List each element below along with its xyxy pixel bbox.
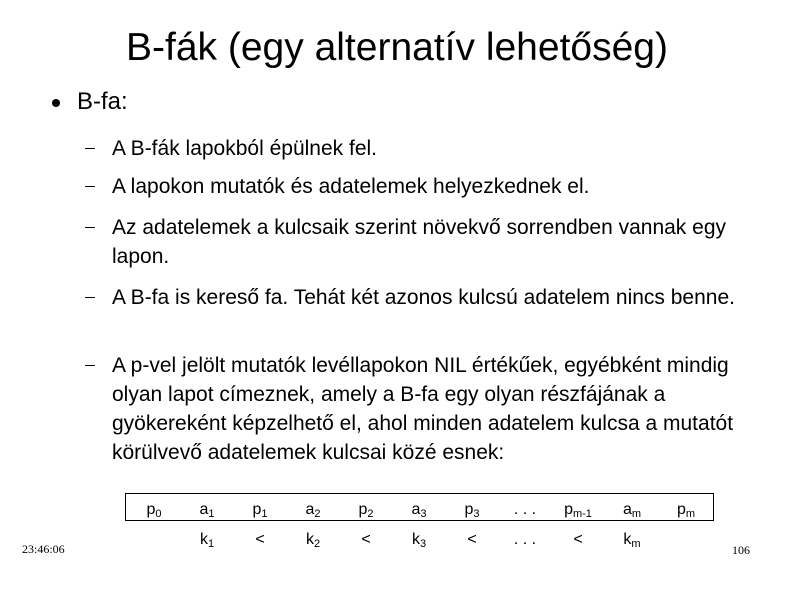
node-cell	[464, 500, 479, 520]
sub-bullet-text: A B-fák lapokból épülnek fel.	[112, 137, 378, 160]
node-cell-subscript: m	[685, 508, 696, 520]
key-cell	[514, 530, 536, 550]
node-cell-subscript: 1	[208, 508, 215, 520]
main-bullet-text: B-fa:	[77, 88, 128, 115]
node-cell-subscript: m-1	[572, 508, 592, 520]
node-cell-base: a	[199, 501, 209, 518]
dash-icon	[85, 365, 95, 366]
node-cell	[677, 500, 695, 520]
key-cell	[412, 530, 426, 550]
dash-icon	[85, 297, 95, 298]
node-cell-base: p	[358, 501, 368, 518]
bullet-dot-icon	[52, 99, 60, 107]
node-cell-base: p	[464, 501, 474, 518]
node-cell-subscript: m	[631, 508, 642, 520]
key-cell	[306, 530, 320, 550]
dash-icon	[85, 186, 95, 187]
key-cell-base: k	[411, 531, 420, 548]
node-cell-subscript: 1	[261, 508, 268, 520]
slide-title: B-fák (egy alternatív lehetőség)	[126, 26, 668, 69]
node-cell	[199, 500, 214, 520]
node-cell-base: p	[252, 501, 262, 518]
node-cell	[411, 500, 426, 520]
node-cell	[358, 500, 373, 520]
key-cell	[467, 530, 476, 550]
page-number: 106	[732, 543, 750, 557]
key-cell	[361, 530, 370, 550]
key-cell-subscript: 2	[313, 538, 321, 550]
node-cell-subscript: 3	[473, 508, 480, 520]
node-cell	[252, 500, 267, 520]
key-cell-base: <	[361, 531, 371, 548]
node-cell-base: p	[564, 501, 573, 518]
node-cell-base: a	[411, 501, 421, 518]
key-cell	[255, 530, 264, 550]
key-cell-base: <	[467, 531, 477, 548]
node-cell-base: a	[305, 501, 315, 518]
node-cell-base: p	[676, 501, 686, 518]
key-cell-base: <	[573, 531, 583, 548]
dash-icon	[85, 227, 95, 228]
dash-icon	[85, 148, 95, 149]
node-cell	[514, 500, 536, 520]
key-cell-base: . . .	[513, 531, 537, 548]
node-cell	[305, 500, 320, 520]
sub-bullet-text: Az adatelemek a kulcsaik szerint növekvő sorrendben vannak egy lapon.	[112, 216, 727, 268]
node-cell	[623, 500, 641, 520]
sub-bullet-text: A B-fa is kereső fa. Tehát két azonos kulcsú adatelem nincs benne.	[112, 286, 735, 309]
key-cell-base: k	[623, 531, 632, 548]
key-cell-subscript: 1	[207, 538, 215, 550]
key-cell-base: <	[255, 531, 265, 548]
key-cell	[573, 530, 582, 550]
node-cell	[146, 500, 161, 520]
key-cell-subscript: 3	[419, 538, 427, 550]
footer-time: 23:46:06	[22, 542, 65, 556]
node-cell	[564, 500, 592, 520]
node-cell-subscript: 3	[420, 508, 427, 520]
key-cell-base: k	[305, 531, 314, 548]
node-cell-base: p	[146, 501, 156, 518]
sub-bullet-text: A lapokon mutatók és adatelemek helyezkednek el.	[112, 175, 590, 198]
node-cell-subscript: 0	[155, 508, 162, 520]
key-cell	[200, 530, 214, 550]
node-cell-base: . . .	[513, 501, 537, 518]
node-cell-subscript: 2	[367, 508, 374, 520]
sub-bullet-text: A p-vel jelölt mutatók levéllapokon NIL értékűek, egyébként mindig olyan lapot címeznek, amely a B-fa egy olyan részfájának a gyökereként képzelhető el, ahol minden adatelem kulcsa a mutatót körülvevő adatelemek kulcsai közé esnek:	[112, 354, 734, 464]
key-cell-subscript: m	[631, 538, 641, 550]
key-cell	[623, 530, 640, 550]
node-cell-base: a	[622, 501, 632, 518]
key-cell-base: k	[199, 531, 208, 548]
node-cell-subscript: 2	[314, 508, 321, 520]
